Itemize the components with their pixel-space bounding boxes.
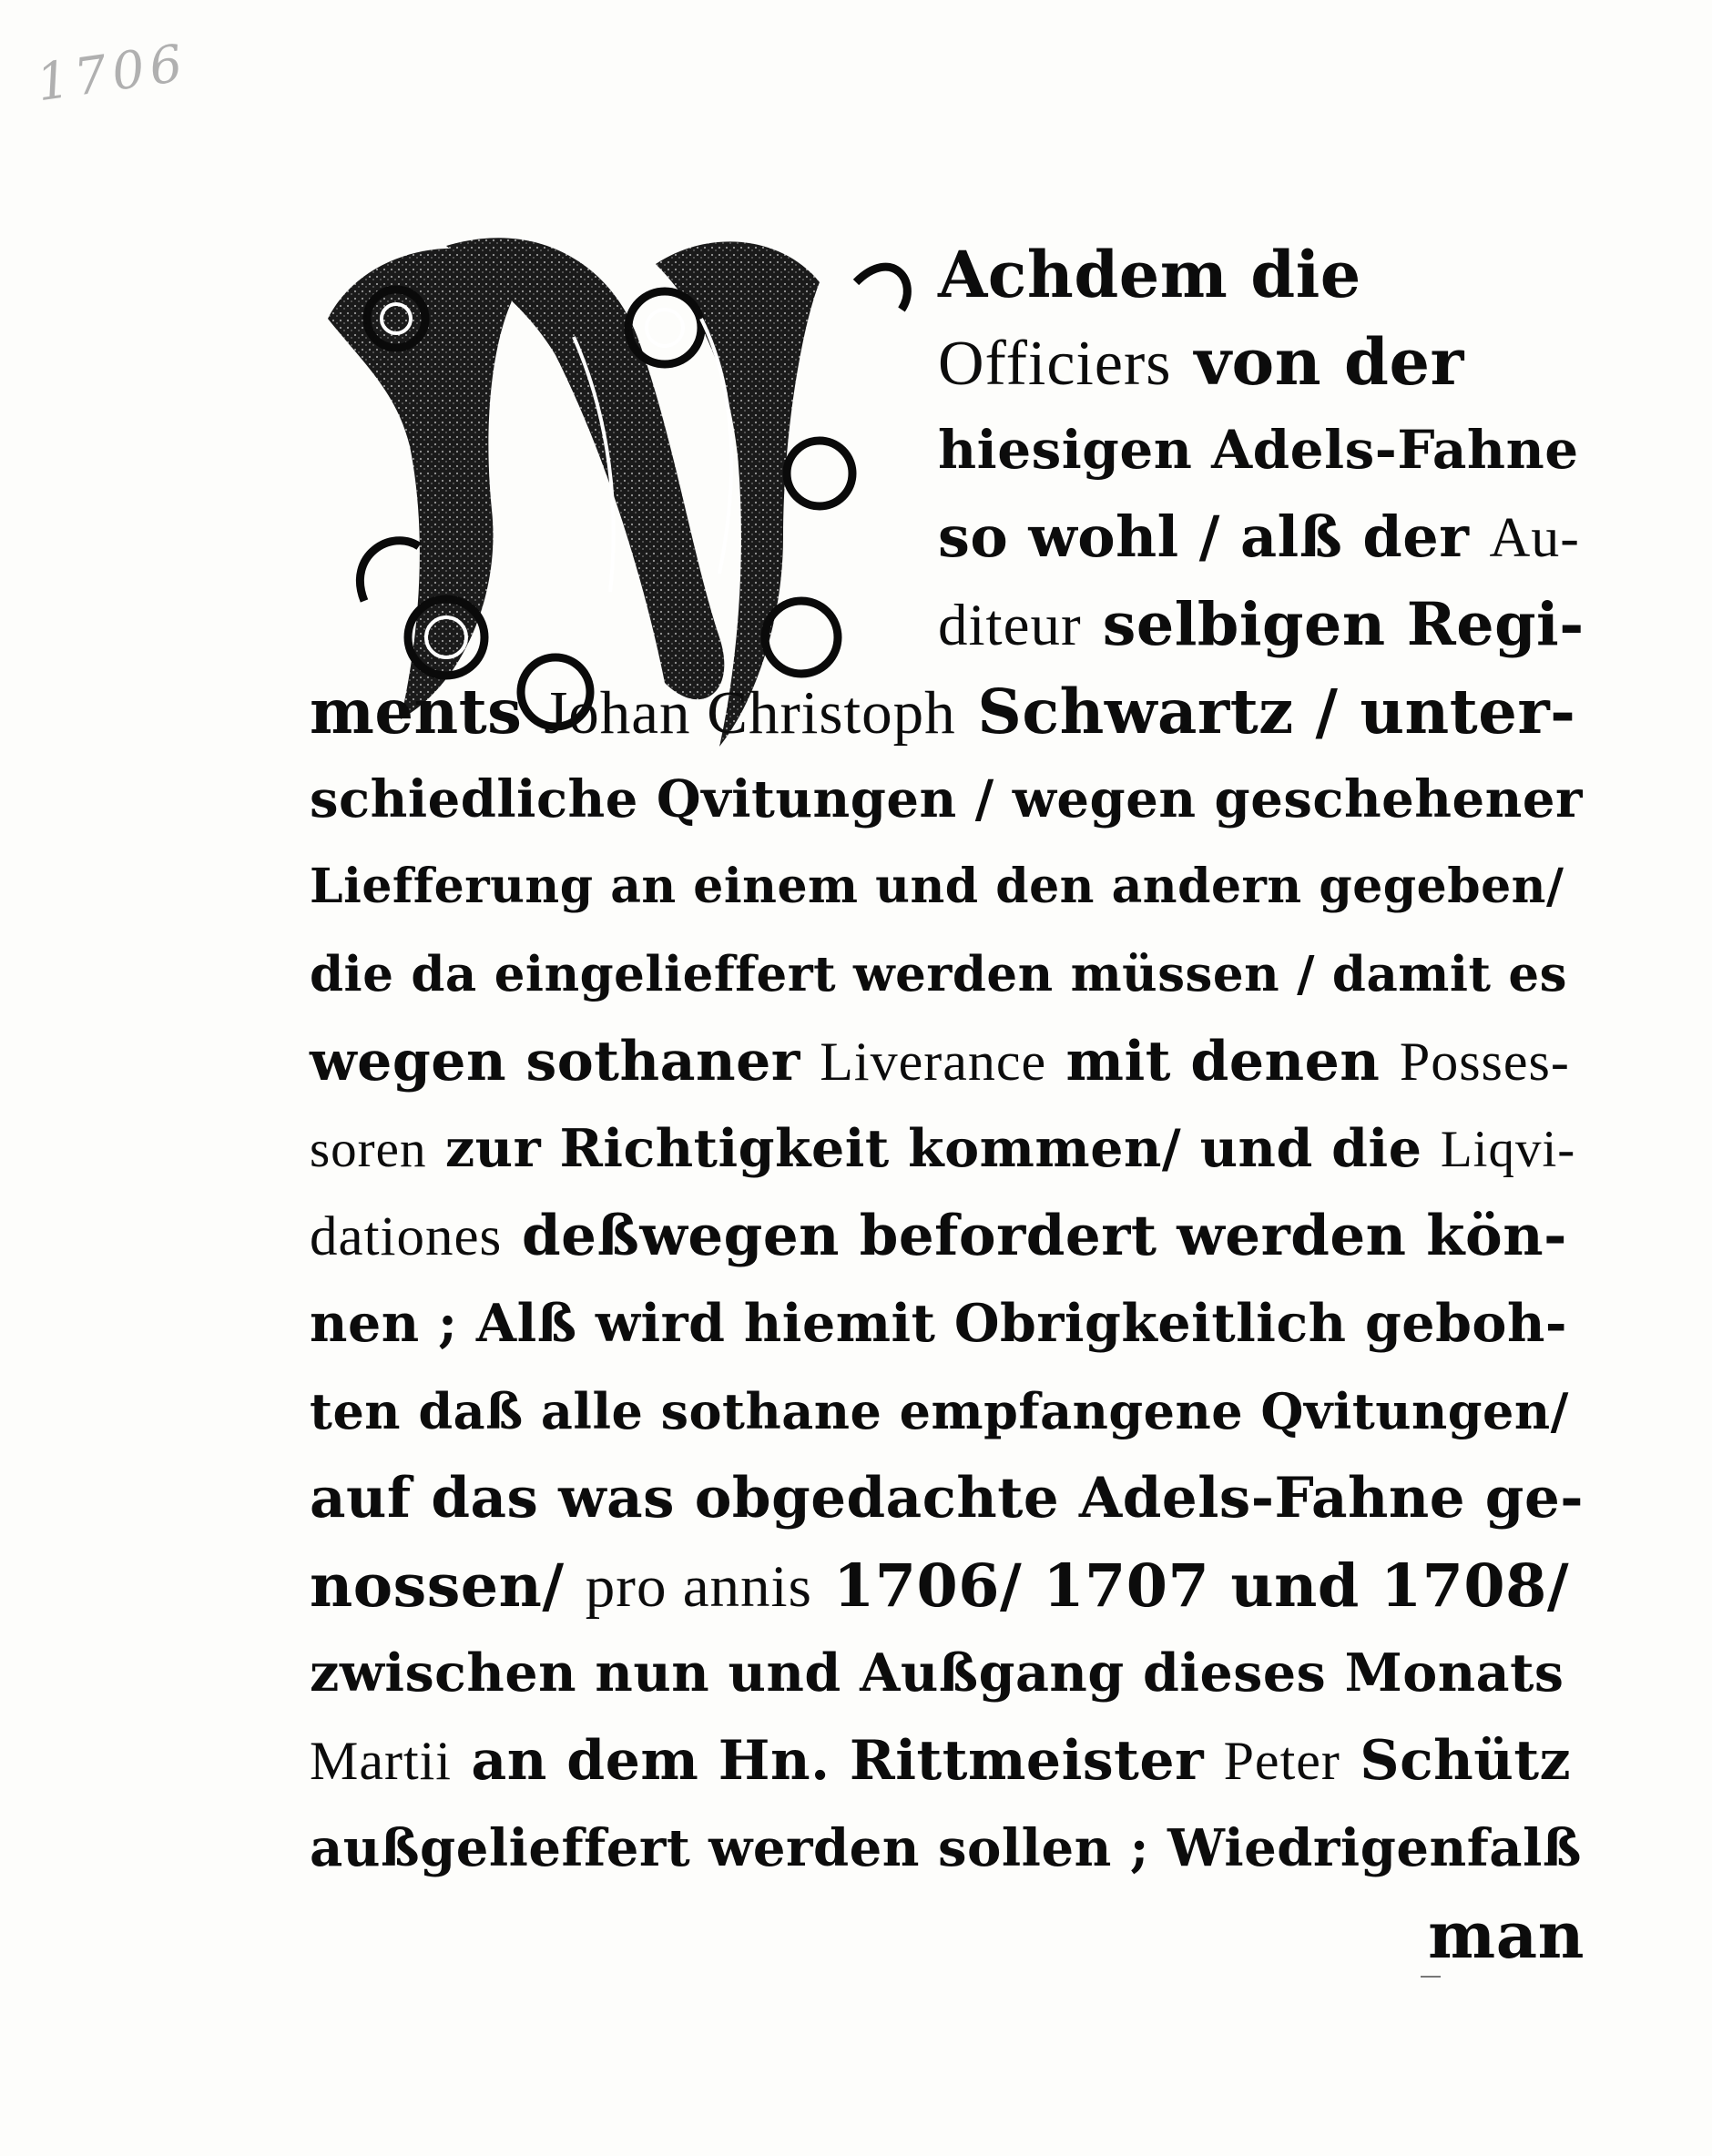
fraktur-text-span: ten daß alle sothane empfangene Qvitungen/ xyxy=(310,1382,1569,1440)
fraktur-text-span: auf das was obgedachte Adels-Fahne ge- xyxy=(310,1466,1585,1531)
text-line xyxy=(310,1198,1585,1276)
text-line xyxy=(310,761,1585,838)
text-line xyxy=(310,849,1585,925)
proclamation-text xyxy=(310,237,1585,1985)
roman-text-span: Johan Christoph xyxy=(544,679,956,747)
fraktur-text-span: mit denen xyxy=(1046,1030,1400,1093)
fraktur-text-span: Liefferung an einem und den andern gegeben/ xyxy=(310,859,1564,914)
text-line xyxy=(938,586,1585,664)
text-line xyxy=(310,1111,1585,1188)
text-line xyxy=(1428,1897,1585,1974)
fraktur-text-span: zur Richtigkeit kommen/ und die xyxy=(426,1118,1441,1179)
fraktur-text-span: die da eingelieffert werden müssen / damit es xyxy=(310,946,1567,1002)
roman-text-span: Peter xyxy=(1223,1731,1340,1791)
fraktur-text-span: so wohl / alß der xyxy=(938,503,1490,570)
text-line xyxy=(310,1810,1585,1886)
fraktur-text-span: zwischen nun und Außgang dieses Monats xyxy=(310,1642,1564,1703)
fraktur-text-span: nossen/ xyxy=(310,1551,586,1621)
fraktur-text-span: von der xyxy=(1171,324,1464,400)
fraktur-text-span: ments xyxy=(310,676,545,747)
text-line xyxy=(310,1286,1585,1362)
roman-text-span: diteur xyxy=(938,593,1082,658)
fraktur-text-span: selbigen Regi- xyxy=(1081,590,1585,659)
text-line xyxy=(938,237,1585,313)
text-line xyxy=(310,674,1585,751)
text-line xyxy=(310,1723,1585,1799)
fraktur-text-span: man xyxy=(1428,1897,1585,1973)
text-line xyxy=(310,1373,1585,1449)
fraktur-text-span: deßwegen befordert werden kön- xyxy=(502,1204,1567,1268)
roman-text-span: Officiers xyxy=(938,329,1172,399)
pencil-annotation: 1706 xyxy=(33,33,192,114)
text-line xyxy=(310,936,1585,1012)
fraktur-text-span: Achdem die xyxy=(938,237,1361,312)
roman-text-span: Posses- xyxy=(1399,1032,1570,1092)
text-line xyxy=(938,412,1585,488)
text-line xyxy=(938,499,1585,576)
roman-text-span: pro annis xyxy=(585,1554,812,1620)
fraktur-text-span: 1706/ 1707 und 1708/ xyxy=(811,1551,1570,1621)
roman-text-span: Martii xyxy=(310,1731,452,1791)
fraktur-text-span: Schwartz / unter- xyxy=(955,676,1576,747)
text-line xyxy=(310,1023,1585,1100)
roman-text-span: Liverance xyxy=(820,1032,1047,1092)
roman-text-span: dationes xyxy=(310,1206,503,1267)
fraktur-text-span: nen ; Alß wird hiemit Obrigkeitlich geboh- xyxy=(310,1293,1568,1354)
fraktur-text-span: wegen sothaner xyxy=(310,1030,820,1093)
fraktur-text-span: außgelieffert werden sollen ; Wiedrigenfalß xyxy=(310,1818,1582,1878)
text-line xyxy=(310,1548,1585,1625)
print-speck xyxy=(1421,1976,1441,1978)
roman-text-span: Liqvi- xyxy=(1440,1121,1576,1178)
text-line xyxy=(938,324,1585,402)
fraktur-text-span: Schütz xyxy=(1340,1729,1572,1793)
fraktur-text-span: schiedliche Qvitungen / wegen geschehener xyxy=(310,769,1583,829)
roman-text-span: soren xyxy=(310,1121,427,1178)
roman-text-span: Au- xyxy=(1489,507,1580,569)
fraktur-text-span: an dem Hn. Rittmeister xyxy=(451,1729,1224,1793)
text-line xyxy=(310,1460,1585,1537)
text-line xyxy=(310,1635,1585,1712)
fraktur-text-span: hiesigen Adels-Fahne xyxy=(938,419,1579,481)
